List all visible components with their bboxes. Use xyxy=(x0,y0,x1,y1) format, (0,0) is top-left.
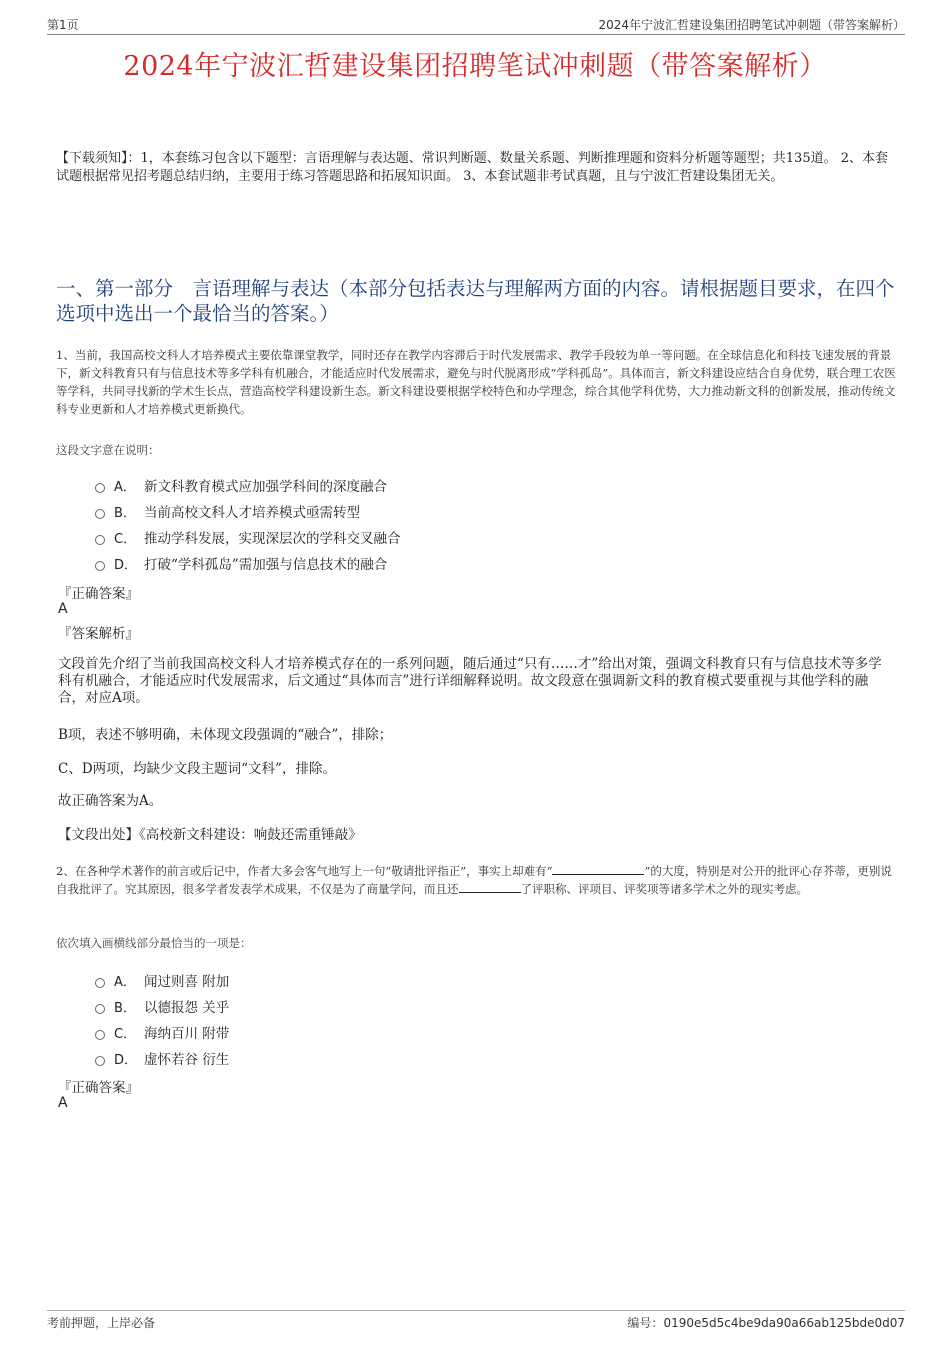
blank-line[interactable] xyxy=(552,864,644,875)
option-letter: B． xyxy=(114,505,136,521)
question-2-options xyxy=(95,967,229,1071)
question-1-text: 1、当前，我国高校文科人才培养模式主要依靠课堂教学，同时还存在教学内容滞后于时代发展需求、教学手段较为单一等问题。在全球信息化和科技飞速发展的背景下，新文科教育只有与信息技术等多学科有机融合，才能适应时代发展需求，避免与时代脱离形成“学科孤岛”。具体而言，新文科建设应结合自身优势，联合理工农医等学科，共同寻找新的学术生长点，营造高校学科建设新生态。新文科建设要根据学校特色和办学理念，综合其他学科优势，大力推动新文科的创新发展，推动传统文科专业更新和人才培养模式更新换代。 xyxy=(56,348,896,416)
option-text: 新文科教育模式应加强学科间的深度融合 xyxy=(144,479,387,495)
page-title: 2024年宁波汇哲建设集团招聘笔试冲刺题（带答案解析） xyxy=(123,51,827,82)
question-2-text-part-2: ”的大度，特别是对公开的批评心存芥蒂，更别说自我批评了。究其原因，很多学者发表学术成果，不仅是为了商量学问，而且还 xyxy=(56,864,892,896)
question-1-source: 【文段出处】《高校新文科建设：响鼓还需重锤敲》 xyxy=(58,827,362,843)
footer-code xyxy=(627,1314,905,1331)
page-header xyxy=(47,14,905,35)
question-1-option-c[interactable] xyxy=(95,524,401,550)
download-notice: 【下载须知】：1，本套练习包含以下题型：言语理解与表达题、常识判断题、数量关系题、判断推理题和资料分析题等题型；共135道。 2、本套试题根据常见招考题总结归纳，主要用于练习答题思路和拓展知识面。 3、本套试题非考试真题，且与宁波汇哲建设集团无关。 xyxy=(56,151,888,184)
option-text: 虚怀若谷 衍生 xyxy=(144,1052,230,1068)
question-1-analysis-2: B项，表述不够明确，未体现文段强调的“融合”，排除； xyxy=(58,727,393,743)
question-1-option-a[interactable] xyxy=(95,472,401,498)
radio-icon[interactable] xyxy=(95,483,105,493)
footer-code-label: 编号： xyxy=(627,1316,664,1330)
question-2-answer: A xyxy=(58,1095,68,1111)
question-2-option-b[interactable] xyxy=(95,993,229,1019)
option-letter: A． xyxy=(114,479,136,495)
question-1-analysis-label: 『答案解析』 xyxy=(58,626,139,642)
radio-icon[interactable] xyxy=(95,1030,105,1040)
option-text: 打破“学科孤岛”需加强与信息技术的融合 xyxy=(144,557,388,573)
option-letter: B． xyxy=(114,1000,136,1016)
question-2-text-part-1: 2、在各种学术著作的前言或后记中，作者大多会客气地写上一句“敬请批评指正”，事实上却难有“ xyxy=(56,864,553,878)
radio-icon[interactable] xyxy=(95,535,105,545)
section-heading: 一、第一部分 言语理解与表达（本部分包括表达与理解两方面的内容。请根据题目要求，在四个选项中选出一个最恰当的答案。） xyxy=(56,277,895,325)
question-1-option-d[interactable] xyxy=(95,550,401,576)
radio-icon[interactable] xyxy=(95,1004,105,1014)
header-doc-title: 2024年宁波汇哲建设集团招聘笔试冲刺题（带答案解析） xyxy=(598,18,905,32)
question-1-analysis-3: C、D两项，均缺少文段主题词“文科”，排除。 xyxy=(58,761,336,777)
radio-icon[interactable] xyxy=(95,509,105,519)
option-letter: D． xyxy=(114,1052,138,1068)
question-1-option-b[interactable] xyxy=(95,498,401,524)
option-text: 当前高校文科人才培养模式亟需转型 xyxy=(144,505,360,521)
radio-icon[interactable] xyxy=(95,1056,105,1066)
option-text: 推动学科发展，实现深层次的学科交叉融合 xyxy=(144,531,401,547)
option-text: 以德报怨 关乎 xyxy=(144,1000,230,1016)
page-number: 第1页 xyxy=(47,18,79,32)
question-2-text xyxy=(56,862,896,898)
question-1-answer: A xyxy=(58,601,68,617)
radio-icon[interactable] xyxy=(95,561,105,571)
question-1-answer-label: 『正确答案』 xyxy=(58,586,139,602)
option-text: 闻过则喜 附加 xyxy=(144,974,230,990)
question-1-options xyxy=(95,472,401,576)
footer-code-value: 0190e5d5c4be9da90a66ab125bde0d07 xyxy=(663,1316,905,1330)
question-2-answer-label: 『正确答案』 xyxy=(58,1080,139,1096)
option-text: 海纳百川 附带 xyxy=(144,1026,230,1042)
question-1-analysis-1: 文段首先介绍了当前我国高校文科人才培养模式存在的一系列问题，随后通过“只有……才”给出对策，强调文科教育只有与信息技术等多学科有机融合，才能适应时代发展需求，后文通过“具体而言”进行详细解释说明。故文段意在强调新文科的教育模式要重视与其他学科的融合，对应A项。 xyxy=(58,656,882,706)
question-2-option-c[interactable] xyxy=(95,1019,229,1045)
question-2-option-d[interactable] xyxy=(95,1045,229,1071)
page-footer xyxy=(47,1310,905,1333)
question-1-prompt: 这段文字意在说明： xyxy=(56,443,160,457)
blank-line[interactable] xyxy=(459,882,521,893)
question-2-text-part-3: 了评职称、评项目、评奖项等诸多学术之外的现实考虑。 xyxy=(520,882,808,896)
radio-icon[interactable] xyxy=(95,978,105,988)
question-2-prompt: 依次填入画横线部分最恰当的一项是： xyxy=(56,936,252,950)
question-1-analysis-4: 故正确答案为A。 xyxy=(58,793,163,809)
option-letter: C． xyxy=(114,531,137,547)
option-letter: C． xyxy=(114,1026,137,1042)
footer-slogan: 考前押题，上岸必备 xyxy=(47,1316,156,1330)
option-letter: A． xyxy=(114,974,136,990)
question-2-option-a[interactable] xyxy=(95,967,229,993)
option-letter: D． xyxy=(114,557,138,573)
